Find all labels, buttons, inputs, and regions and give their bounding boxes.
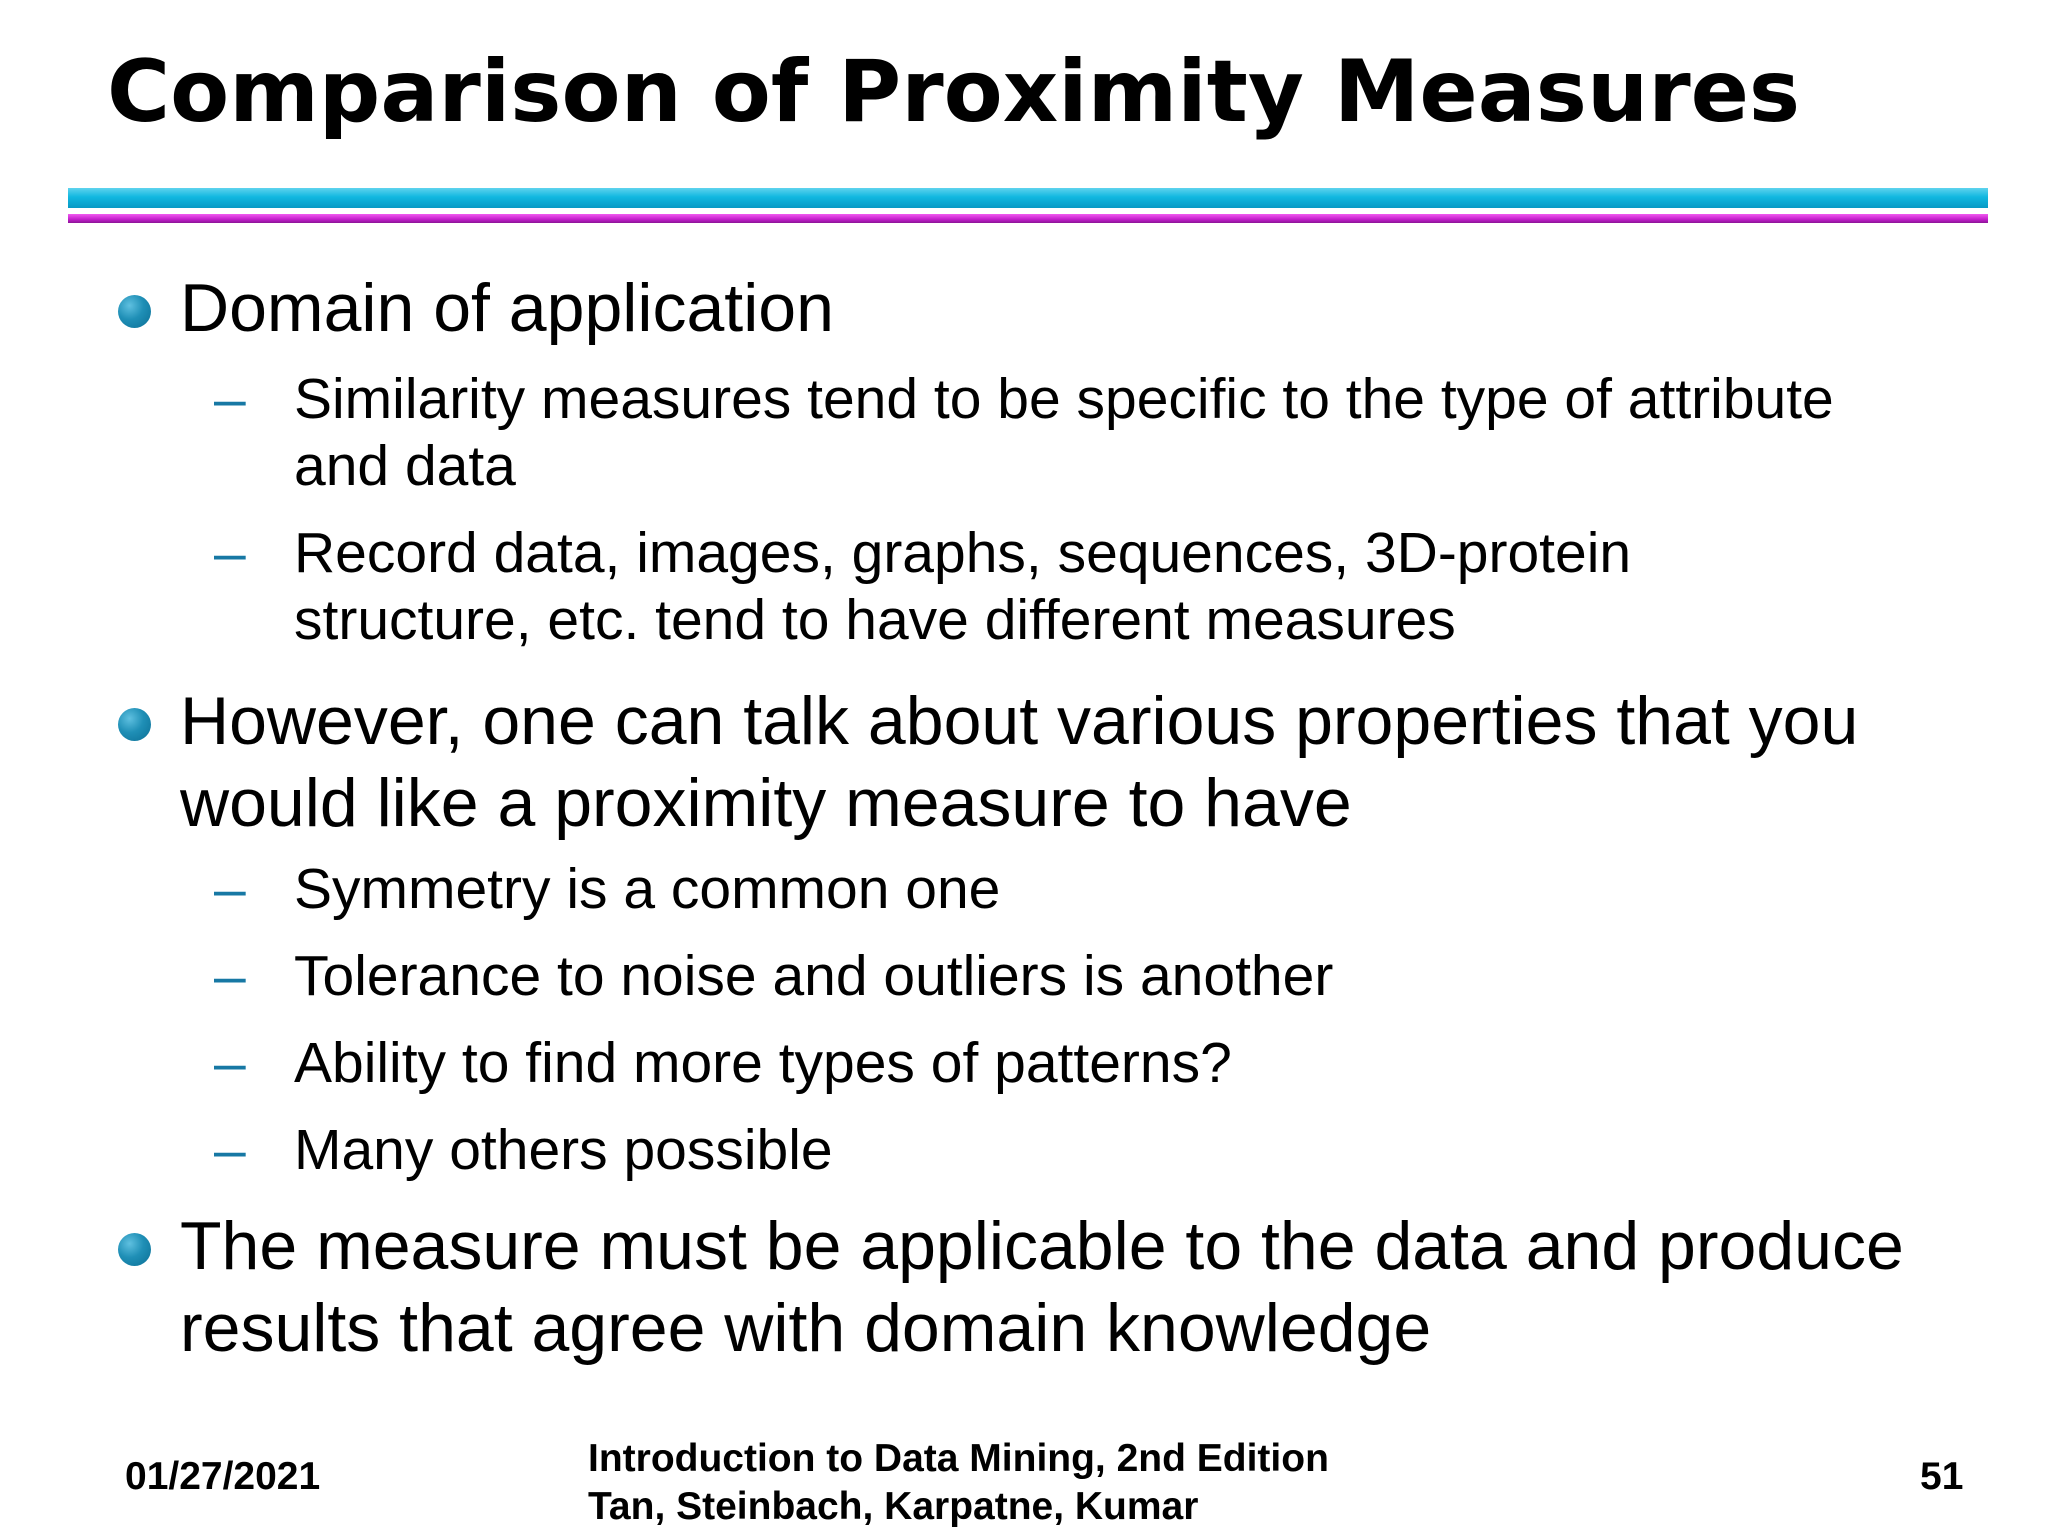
page-number: 51 [1920, 1455, 1964, 1498]
bullet-item [180, 680, 1940, 844]
bullet-item [180, 1205, 1940, 1369]
bullet-text: Domain of application [180, 270, 834, 346]
slide-title: Comparison of Proximity Measures [107, 42, 1801, 142]
sub-bullet-item [214, 366, 1854, 500]
dash-icon: – [214, 1118, 246, 1182]
bullet-text: The measure must be applicable to the data and produce results that agree with domain knowledge [180, 1208, 1904, 1366]
dash-icon: – [214, 367, 246, 431]
sub-bullet-text: Tolerance to noise and outliers is another [294, 944, 1334, 1008]
dash-icon: – [214, 1031, 246, 1095]
sub-bullet-item [214, 520, 1854, 654]
title-rule-cyan [68, 188, 1988, 208]
bullet-dot-icon [118, 708, 151, 741]
sub-bullet-text: Many others possible [294, 1118, 833, 1182]
sub-bullet-text: Record data, images, graphs, sequences, 3D-protein structure, etc. tend to have different measures [294, 521, 1632, 652]
sub-bullet-item [214, 1030, 1854, 1097]
sub-bullet-text: Similarity measures tend to be specific to the type of attribute and data [294, 367, 1834, 498]
sub-bullet-item [214, 856, 1854, 923]
bullet-item [180, 267, 1940, 349]
dash-icon: – [214, 944, 246, 1008]
sub-bullet-text: Symmetry is a common one [294, 857, 1001, 921]
sub-bullet-text: Ability to find more types of patterns? [294, 1031, 1232, 1095]
sub-bullet-item [214, 943, 1854, 1010]
bullet-text: However, one can talk about various properties that you would like a proximity measure to have [180, 683, 1859, 841]
dash-icon: – [214, 521, 246, 585]
footer-book-authors: Tan, Steinbach, Karpatne, Kumar [588, 1485, 1199, 1528]
title-rule-magenta [68, 214, 1988, 223]
sub-bullet-item [214, 1117, 1854, 1184]
bullet-dot-icon [118, 295, 151, 328]
footer-book-title: Introduction to Data Mining, 2nd Edition [588, 1437, 1329, 1480]
dash-icon: – [214, 857, 246, 921]
footer-date: 01/27/2021 [125, 1455, 321, 1498]
bullet-dot-icon [118, 1233, 151, 1266]
footer-book-info [588, 1435, 1329, 1531]
